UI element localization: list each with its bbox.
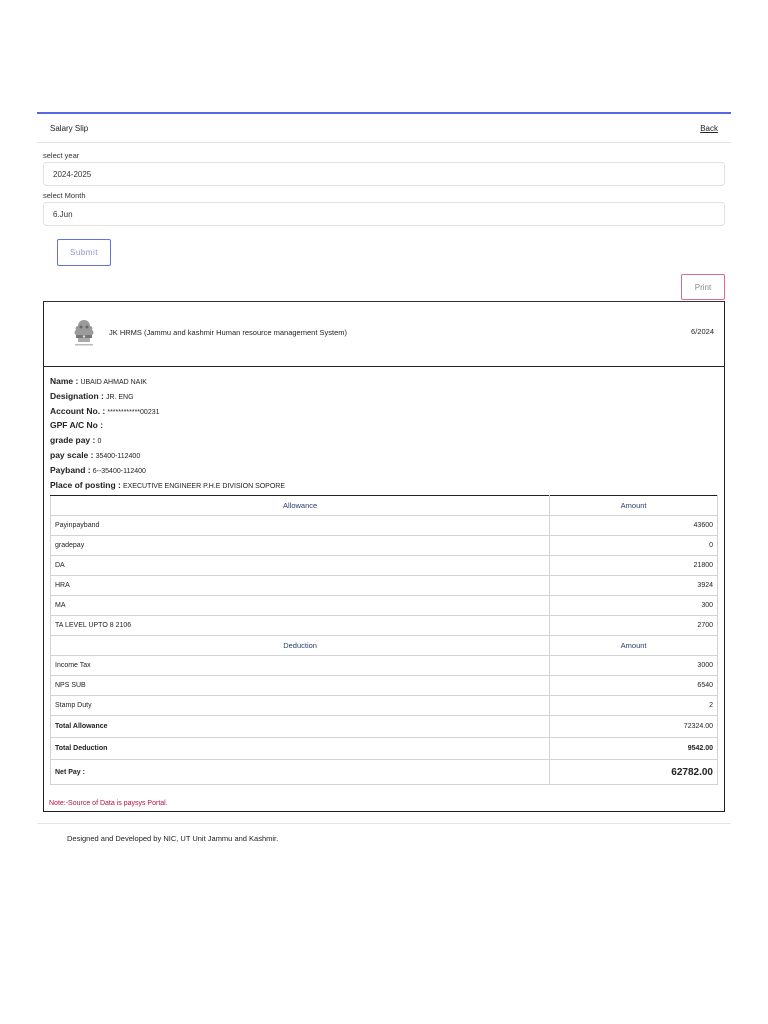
deduction-amount-header: Amount xyxy=(550,636,718,656)
detail-key: grade pay : xyxy=(50,435,96,446)
total-allowance-row xyxy=(51,716,718,738)
row-name: MA xyxy=(51,596,550,616)
row-amount: 2700 xyxy=(550,616,718,636)
detail-key: Account No. : xyxy=(50,405,106,416)
total-deduction-value: 9542.00 xyxy=(550,738,718,760)
total-allowance-label: Total Allowance xyxy=(51,716,550,738)
detail-row xyxy=(50,463,724,478)
detail-value: JR. ENG xyxy=(105,393,134,401)
deduction-header: Deduction xyxy=(51,636,550,656)
selection-form xyxy=(37,151,731,266)
total-allowance-value: 72324.00 xyxy=(550,716,718,738)
row-amount: 2 xyxy=(550,696,718,716)
detail-key: GPF A/C No : xyxy=(50,420,104,431)
row-name: DA xyxy=(51,556,550,576)
detail-value: 35400-112400 xyxy=(95,452,141,460)
row-name: gradepay xyxy=(51,536,550,556)
print-button[interactable]: Print xyxy=(681,274,725,300)
national-emblem-icon xyxy=(71,318,97,348)
table-row xyxy=(51,556,718,576)
salary-slip xyxy=(43,301,725,812)
page-header xyxy=(37,114,731,143)
allowance-amount-header: Amount xyxy=(550,496,718,516)
table-row xyxy=(51,576,718,596)
row-amount: 21800 xyxy=(550,556,718,576)
net-pay-value: 62782.00 xyxy=(550,760,718,785)
employee-details xyxy=(44,367,724,492)
table-row xyxy=(51,616,718,636)
table-row xyxy=(51,536,718,556)
total-deduction-label: Total Deduction xyxy=(51,738,550,760)
deduction-header-row xyxy=(51,636,718,656)
row-name: NPS SUB xyxy=(51,676,550,696)
month-select[interactable]: 6.Jun xyxy=(43,202,725,226)
detail-key: Designation : xyxy=(50,390,104,401)
row-name: Stamp Duty xyxy=(51,696,550,716)
detail-row xyxy=(50,418,724,433)
detail-row xyxy=(50,478,724,493)
row-amount: 0 xyxy=(550,536,718,556)
salary-slip-page xyxy=(37,112,731,807)
month-label: select Month xyxy=(43,191,86,200)
row-amount: 3924 xyxy=(550,576,718,596)
submit-button[interactable]: Submit xyxy=(57,239,111,266)
row-name: Income Tax xyxy=(51,656,550,676)
table-row xyxy=(51,656,718,676)
page-title: Salary Slip xyxy=(50,123,89,133)
detail-value: UBAID AHMAD NAIK xyxy=(80,379,147,386)
allowance-header-row xyxy=(51,496,718,516)
table-row xyxy=(51,676,718,696)
table-row xyxy=(51,516,718,536)
data-source-note: Note:-Source of Data is paysys Portal. xyxy=(49,800,168,807)
total-deduction-row xyxy=(51,738,718,760)
slip-period: 6/2024 xyxy=(691,327,714,336)
detail-key: Place of posting : xyxy=(50,479,121,490)
year-label: select year xyxy=(43,151,80,160)
net-pay-row xyxy=(51,760,718,785)
row-name: Payinpayband xyxy=(51,516,550,536)
detail-value: EXECUTIVE ENGINEER P.H.E DIVISION SOPORE xyxy=(122,482,286,490)
footer-text: Designed and Developed by NIC, UT Unit Jammu and Kashmir. xyxy=(67,834,279,843)
row-name: TA LEVEL UPTO 8 2106 xyxy=(51,616,550,636)
table-row xyxy=(51,696,718,716)
detail-key: Name : xyxy=(50,376,79,386)
salary-table xyxy=(50,495,718,785)
row-amount: 6540 xyxy=(550,676,718,696)
footer xyxy=(37,823,731,843)
back-link[interactable]: Back xyxy=(700,123,718,133)
year-select[interactable]: 2024-2025 xyxy=(43,162,725,186)
row-amount: 300 xyxy=(550,596,718,616)
detail-row xyxy=(50,374,724,389)
row-amount: 43600 xyxy=(550,516,718,536)
net-pay-label: Net Pay : xyxy=(51,760,550,785)
detail-key: Payband : xyxy=(50,464,91,475)
detail-value: ************00231 xyxy=(107,408,160,416)
detail-row xyxy=(50,389,724,404)
allowance-header: Allowance xyxy=(51,496,550,516)
slip-header xyxy=(44,302,724,367)
detail-row xyxy=(50,433,724,448)
org-title: JK HRMS (Jammu and kashmir Human resource management System) xyxy=(109,328,347,337)
detail-value: 6--35400-112400 xyxy=(92,467,146,475)
detail-row xyxy=(50,404,724,419)
detail-value: 0 xyxy=(97,438,102,446)
row-amount: 3000 xyxy=(550,656,718,676)
detail-row xyxy=(50,448,724,463)
row-name: HRA xyxy=(51,576,550,596)
table-row xyxy=(51,596,718,616)
detail-key: pay scale : xyxy=(50,449,94,460)
